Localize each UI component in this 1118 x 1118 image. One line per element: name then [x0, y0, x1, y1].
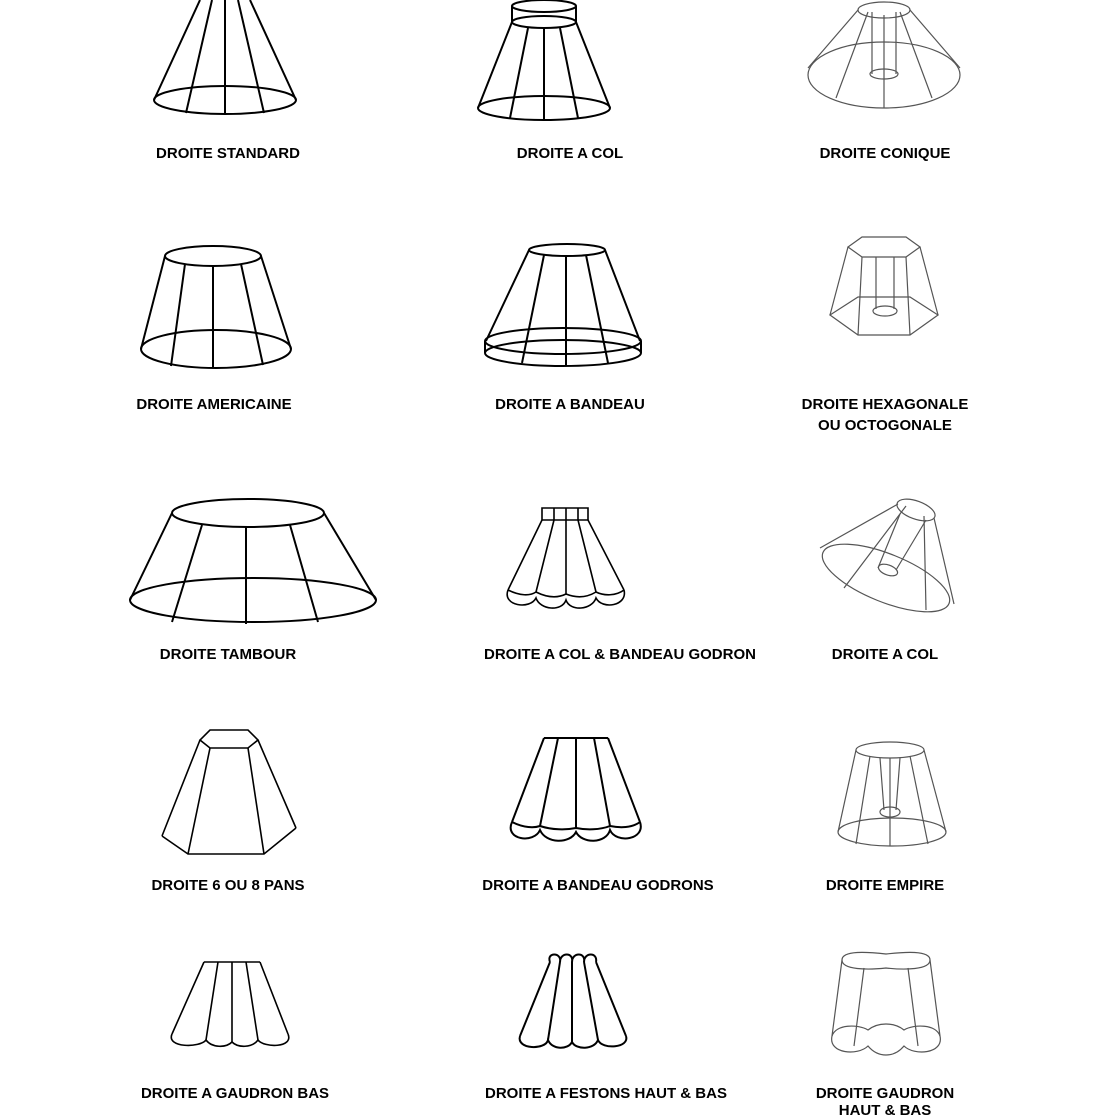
label-droite-col-bandeau-godron: DROITE A COL & BANDEAU GODRON [484, 646, 756, 663]
label-droite-gaudron-bas: DROITE A GAUDRON BAS [140, 1085, 330, 1102]
label-droite-bandeau-godrons: DROITE A BANDEAU GODRONS [482, 877, 714, 894]
label-droite-a-col: DROITE A COL [516, 145, 624, 162]
label-droite-hexagonale-line1: DROITE HEXAGONALE [801, 396, 969, 413]
shade-droite-tambour [126, 498, 380, 626]
label-droite-empire: DROITE EMPIRE [825, 877, 945, 894]
label-droite-6-8-pans: DROITE 6 OU 8 PANS [151, 877, 305, 894]
label-droite-gaudron-hb-line2: HAUT & BAS [838, 1104, 932, 1118]
shade-droite-festons [516, 954, 630, 1050]
shade-droite-standard [150, 0, 300, 120]
label-droite-a-bandeau: DROITE A BANDEAU [495, 396, 645, 413]
shade-droite-col-bandeau-godron [500, 506, 630, 614]
label-droite-gaudron-hb [785, 1083, 985, 1118]
label-droite-hexagonale [775, 394, 995, 436]
shade-droite-a-bandeau [482, 243, 642, 369]
shade-droite-hexagonale [828, 235, 940, 347]
label-droite-festons: DROITE A FESTONS HAUT & BAS [485, 1085, 727, 1102]
shade-droite-conique [806, 0, 962, 112]
label-droite-tambour: DROITE TAMBOUR [159, 646, 297, 663]
label-droite-gaudron-hb-line1: DROITE GAUDRON [815, 1085, 955, 1102]
shade-droite-gaudron-hb [828, 950, 944, 1062]
label-droite-americaine: DROITE AMERICAINE [136, 396, 292, 413]
label-droite-hexagonale-line2: OU OCTOGONALE [818, 417, 952, 434]
shade-droite-empire [834, 740, 950, 850]
label-droite-conique: DROITE CONIQUE [819, 145, 951, 162]
label-droite-a-col-conique: DROITE A COL [831, 646, 939, 663]
shade-droite-a-col [474, 0, 614, 124]
shade-droite-a-col-conique [816, 496, 958, 616]
shade-droite-americaine [137, 245, 295, 371]
shade-droite-bandeau-godrons [504, 736, 646, 848]
shade-droite-gaudron-bas [166, 960, 294, 1050]
shade-droite-6-8-pans [160, 728, 298, 858]
label-droite-standard: DROITE STANDARD [156, 145, 300, 162]
